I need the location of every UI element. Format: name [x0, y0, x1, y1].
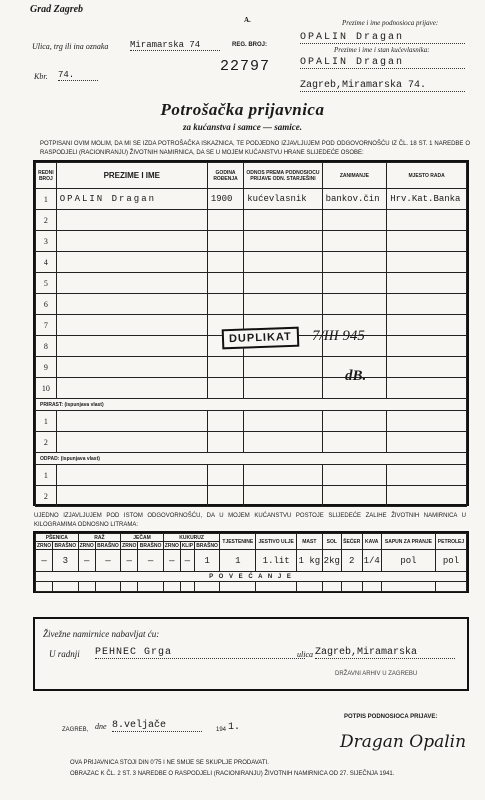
supplies-declaration: UJEDNO IZJAVLJUJEM POD ISTOM ODGOVORNOŠĆU, DA U MOJEM KUĆANSTVU POSTOJE SLIJEDEĆE ZALIHE ŽIVOTNIH NAMIRNICA U KILOGRAMIMA ODNOSNO LITRAMA: [34, 513, 466, 528]
table-row [36, 357, 467, 378]
prirast-row-cell [244, 411, 322, 432]
year-value: 1. [228, 722, 241, 733]
relation-cell [244, 357, 322, 378]
supply-value-cell: 3 [53, 550, 79, 572]
applicant-label: Prezime i ime podnosioca prijave: [342, 19, 439, 27]
birth-year-cell [207, 210, 243, 231]
supply-header: SOL [322, 534, 341, 550]
supply-value-cell: 2 [341, 550, 362, 572]
form-title: Potrošačka prijavnica [160, 100, 325, 119]
person-name-cell [56, 210, 207, 231]
owner-address: Zagreb,Miramarska 74. [300, 80, 465, 92]
occupation-cell [322, 294, 387, 315]
sub-header: ZRNO [164, 542, 179, 549]
table-row [36, 252, 467, 273]
increase-cell [163, 582, 180, 592]
shop-value: PEHNEC Grga [95, 647, 305, 659]
street-label: Ulica, trg ili ina oznaka [32, 42, 109, 51]
workplace-cell [387, 378, 467, 399]
increase-cell [381, 582, 435, 592]
increase-cell [138, 582, 164, 592]
group-header: KUKURUZ [163, 534, 220, 542]
increase-cell [341, 582, 362, 592]
prirast-label: PRIRAST: (ispunjava vlast) [36, 399, 467, 411]
odpad-row-cell [322, 465, 387, 486]
date-value: 8.veljače [112, 720, 202, 732]
odpad-row-cell [207, 486, 243, 507]
birth-year-cell [207, 231, 243, 252]
supply-value-cell: 1 [220, 550, 256, 572]
supply-value-cell: 1 [194, 550, 220, 572]
workplace-cell [387, 294, 467, 315]
sub-header: KLIP [181, 542, 194, 549]
prirast-row-cell [207, 432, 243, 453]
row-number-cell: 2 [36, 210, 57, 231]
prirast-row-number: 1 [36, 411, 57, 432]
prirast-row-cell [56, 411, 207, 432]
supply-value-cell: 1/4 [362, 550, 381, 572]
prirast-row-cell [387, 432, 467, 453]
increase-cell [78, 582, 95, 592]
person-name-cell [56, 357, 207, 378]
signature-label: POTPIS PODNOSIOCA PRIJAVE: [344, 714, 438, 720]
odpad-row-cell [387, 486, 467, 507]
table-row [36, 189, 467, 210]
occupation-cell [322, 273, 387, 294]
occupation-cell: bankov.čin [322, 189, 387, 210]
person-name-cell [56, 252, 207, 273]
supply-header: JESTIVO ULJE [256, 534, 297, 550]
duplicate-stamp: DUPLIKAT [222, 327, 299, 350]
increase-cell [435, 582, 466, 592]
supplies-table-frame [33, 531, 469, 593]
person-name-cell [56, 294, 207, 315]
col-header-relation: ODNOS PREMA PODNOSIOCU PRIJAVE ODN. STARJEŠINI [244, 163, 322, 189]
row-number-cell: 9 [36, 357, 57, 378]
sub-header: BRAŠNO [97, 542, 119, 549]
relation-cell: kućevlasnik [244, 189, 322, 210]
row-number-cell: 8 [36, 336, 57, 357]
workplace-cell [387, 273, 467, 294]
reg-number-label: REG. BROJ: [232, 42, 268, 48]
col-header-workplace: MJESTO RADA [387, 163, 467, 189]
supply-value-cell: pol [381, 550, 435, 572]
supply-value-cell: — [78, 550, 95, 572]
sub-header: ZRNO [79, 542, 94, 549]
relation-cell [244, 210, 322, 231]
increase-cell [362, 582, 381, 592]
row-number-cell: 10 [36, 378, 57, 399]
prirast-row-number: 2 [36, 432, 57, 453]
prirast-row-cell [322, 432, 387, 453]
group-header: JEČAM [121, 534, 164, 542]
row-number-cell: 6 [36, 294, 57, 315]
increase-label: P O V E Ć A N J E [36, 572, 467, 582]
supply-value-cell: pol [435, 550, 466, 572]
shop-label: U radnji [49, 649, 80, 659]
supply-header: KAVA [362, 534, 381, 550]
col-header-occupation: ZANIMANJE [322, 163, 387, 189]
supply-value-cell: — [95, 550, 121, 572]
table-row [36, 210, 467, 231]
supply-header: PETROLEJ [435, 534, 466, 550]
odpad-row-cell [207, 465, 243, 486]
increase-cell [256, 582, 297, 592]
prirast-row-cell [322, 411, 387, 432]
reg-number-value: 22797 [220, 58, 271, 75]
prirast-row-cell [244, 432, 322, 453]
odpad-row-cell [56, 465, 207, 486]
purchase-label: Živežne namirnice nabavljat ću: [43, 629, 160, 639]
odpad-row-cell [244, 486, 322, 507]
odpad-row-cell [56, 486, 207, 507]
workplace-cell [387, 231, 467, 252]
handwritten-date: 7/III 945 [312, 328, 365, 344]
workplace-cell [387, 315, 467, 336]
person-name-cell [56, 273, 207, 294]
supply-value-cell: 2kg [322, 550, 341, 572]
supply-header: SAPUN ZA PRANJE [381, 534, 435, 550]
birth-year-cell [207, 273, 243, 294]
house-number-value: 74. [58, 70, 98, 81]
increase-cell [36, 582, 53, 592]
odpad-row-number: 2 [36, 486, 57, 507]
supply-header: ŠEĆER [341, 534, 362, 550]
increase-cell [121, 582, 138, 592]
row-number-cell: 1 [36, 189, 57, 210]
person-name-cell [56, 231, 207, 252]
form-letter: A. [244, 16, 251, 24]
table-row [36, 231, 467, 252]
relation-cell [244, 294, 322, 315]
col-header-name: PREZIME I IME [56, 163, 207, 189]
supply-header: MAST [297, 534, 322, 550]
relation-cell [244, 273, 322, 294]
group-header: PŠENICA [36, 534, 79, 542]
group-header: RAŽ [78, 534, 121, 542]
person-name-cell [56, 378, 207, 399]
increase-cell [322, 582, 341, 592]
prirast-row-cell [56, 432, 207, 453]
odpad-row-cell [387, 465, 467, 486]
sub-header: ZRNO [122, 542, 137, 549]
city-name: Grad Zagreb [30, 4, 84, 15]
house-number-label: Kbr. [34, 72, 48, 81]
sub-header: ZRNO [36, 542, 52, 549]
relation-cell [244, 378, 322, 399]
increase-cell [95, 582, 121, 592]
increase-cell [194, 582, 220, 592]
person-name-cell: OPALIN Dragan [56, 189, 207, 210]
col-header-number: REDNI BROJ [36, 163, 57, 189]
supply-value-cell: 1.lit [256, 550, 297, 572]
date-prefix: dne [95, 722, 107, 731]
occupation-cell [322, 231, 387, 252]
date-place: ZAGREB, [62, 727, 89, 733]
increase-cell [297, 582, 322, 592]
birth-year-cell [207, 252, 243, 273]
supplies-table [35, 533, 467, 592]
odpad-label: ODPAD: (ispunjava vlast) [36, 453, 467, 465]
row-number-cell: 7 [36, 315, 57, 336]
archive-stamp: DRŽAVNI ARHIV U ZAGREBU [335, 671, 418, 677]
birth-year-cell: 1900 [207, 189, 243, 210]
owner-value: OPALIN Dragan [300, 57, 465, 69]
birth-year-cell [207, 378, 243, 399]
supply-value-cell: 1 kg [297, 550, 322, 572]
sub-header: BRAŠNO [139, 542, 162, 549]
person-name-cell [56, 315, 207, 336]
workplace-cell [387, 252, 467, 273]
owner-label: Prezime i ime i stan kućevlasnika: [334, 46, 430, 54]
odpad-row-cell [322, 486, 387, 507]
supply-value-cell: — [121, 550, 138, 572]
workplace-cell [387, 210, 467, 231]
sub-header: BRAŠNO [54, 542, 77, 549]
table-row [36, 273, 467, 294]
applicant-value: OPALIN Dragan [300, 32, 465, 44]
price-note: OVA PRIJAVNICA STOJI DIN 0'75 I NE SMIJE SE SKUPLJE PRODAVATI. [70, 760, 269, 766]
purchase-box [33, 617, 469, 691]
birth-year-cell [207, 294, 243, 315]
row-number-cell: 4 [36, 252, 57, 273]
handwritten-initials: dB. [345, 368, 367, 384]
supply-value-cell: — [180, 550, 194, 572]
supply-value-cell: — [36, 550, 53, 572]
odpad-row-cell [244, 465, 322, 486]
odpad-row-number: 1 [36, 465, 57, 486]
shop-street-label: ulica [297, 650, 313, 659]
supply-header: TJESTENINE [220, 534, 256, 550]
shop-street-value: Zagreb,Miramarska [315, 647, 455, 659]
workplace-cell [387, 336, 467, 357]
supply-value-cell: — [163, 550, 180, 572]
occupation-cell [322, 252, 387, 273]
supply-value-cell: — [138, 550, 164, 572]
relation-cell [244, 252, 322, 273]
prirast-row-cell [387, 411, 467, 432]
increase-cell [180, 582, 194, 592]
birth-year-cell [207, 357, 243, 378]
row-number-cell: 5 [36, 273, 57, 294]
workplace-cell [387, 357, 467, 378]
street-value: Miramarska 74 [130, 40, 220, 51]
increase-cell [220, 582, 256, 592]
col-header-birth-year: GODINA ROĐENJA [207, 163, 243, 189]
person-name-cell [56, 336, 207, 357]
relation-cell [244, 231, 322, 252]
row-number-cell: 3 [36, 231, 57, 252]
prirast-row-cell [207, 411, 243, 432]
applicant-signature: Dragan Opalin [340, 732, 467, 752]
workplace-cell: Hrv.Kat.Banka [387, 189, 467, 210]
sub-header: BRAŠNO [196, 542, 218, 549]
table-row [36, 294, 467, 315]
legal-note: OBRAZAC K ČL. 2 ST. 3 NAREDBE O RASPODJELI (RACIONIRANJU) ŽIVOTNIH NAMIRNICA OD 27. SIJEČNJA 1941. [70, 771, 395, 777]
table-row [36, 378, 467, 399]
occupation-cell [322, 210, 387, 231]
intro-declaration: POTPISANI OVIM MOLIM, DA MI SE IZDA POTROŠAČKA ISKAZNICA, TE PODJEDNO IZJAVLJUJEM POD ODGOVORNOŠĆU IZ ČL. 18 ST. 1 NAREDBE O RASPODJELI (RACIONIRANJU) ŽIVOTNIH NAMIRNICA, DA SE U MOJEM KUĆANSTVU HRANE SLIJEDEĆE OSOBE: [40, 141, 470, 156]
year-prefix: 194 [216, 727, 227, 733]
form-subtitle: za kućanstva i samce — samice. [183, 122, 302, 132]
increase-cell [53, 582, 79, 592]
